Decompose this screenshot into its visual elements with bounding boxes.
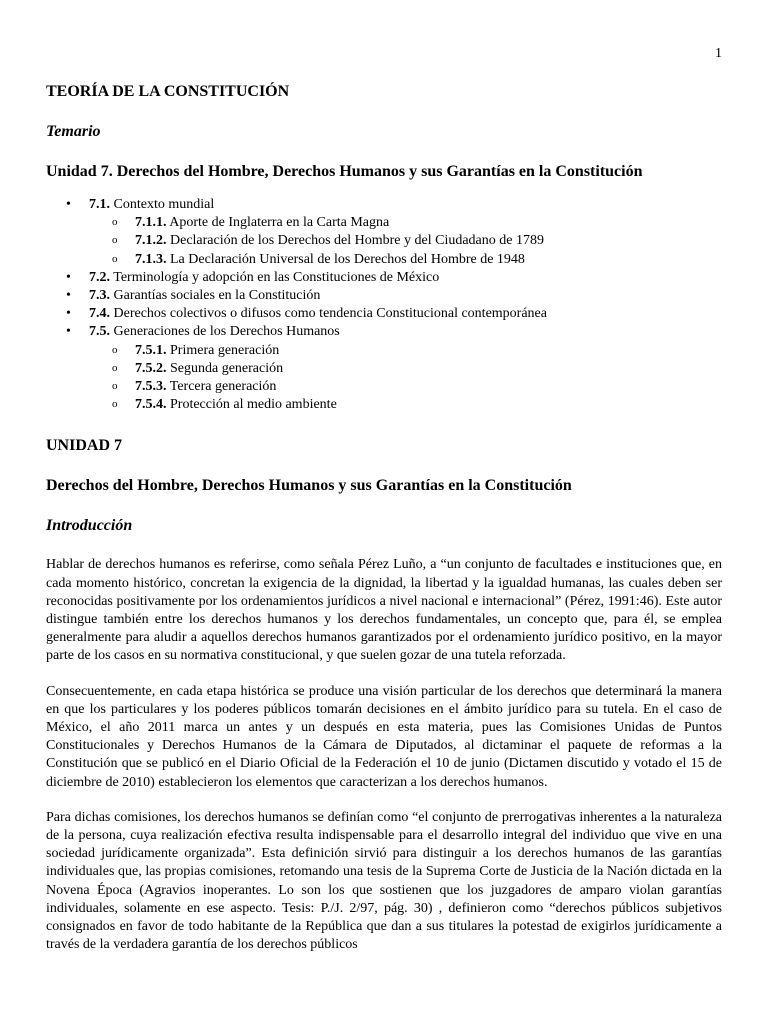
toc-item-number: 7.5.1. <box>135 342 167 358</box>
toc-item-text: Terminología y adopción en las Constituciones de México <box>110 269 440 285</box>
toc-subitem <box>46 232 722 250</box>
body-paragraph: Hablar de derechos humanos es referirse, como señala Pérez Luño, a “un conjunto de facultades e instituciones que, en cada momento histórico, concretan la exigencia de la dignidad, la libertad y la igualdad humanas, las cuales deben ser reconocidas positivamente por los ordenamientos jurídicos a nivel nacional e internacional” (Pérez, 1991:46). Este autor distingue también entre los derechos humanos y los derechos fundamentales, un concepto que, para él, se emplea generalmente para aludir a aquellos derechos humanos garantizados por el ordenamiento jurídico positivo, en la mayor parte de los casos en su normativa constitucional, y que suelen gozar de una tutela reforzada. <box>46 557 722 664</box>
body-paragraph: Consecuentemente, en cada etapa histórica se produce una visión particular de los derechos que determinará la manera en que los particulares y los poderes públicos tomarán decisiones en el ámbito jurídico para su tutela. En el caso de México, el año 2011 marca un antes y un después en esta materia, pues las Comisiones Unidas de Puntos Constitucionales y Derechos Humanos de la Cámara de Diputados, al dictaminar el paquete de reformas a la Constitución que se publicó en el Diario Oficial de la Federación el 10 de junio (Dictamen discutido y votado el 15 de diciembre de 2010) establecieron los elementos que caracterizan a los derechos humanos. <box>46 683 722 790</box>
toc-item-text: Aporte de Inglaterra en la Carta Magna <box>166 215 390 231</box>
document-content <box>46 82 722 972</box>
toc-item <box>46 269 722 287</box>
toc-item <box>46 287 722 305</box>
toc-item-text: Generaciones de los Derechos Humanos <box>110 324 340 340</box>
toc-subitem <box>46 342 722 360</box>
toc-subitem <box>46 251 722 269</box>
toc-item-number: 7.1.3. <box>135 251 167 267</box>
toc-item-text: Segunda generación <box>166 360 284 376</box>
toc-item-text: Contexto mundial <box>110 197 215 212</box>
toc-subitem <box>46 378 722 396</box>
toc-item-text: Primera generación <box>166 342 280 358</box>
toc-item-number: 7.2. <box>89 269 110 285</box>
toc-subitem <box>46 214 722 232</box>
section-subtitle: Derechos del Hombre, Derechos Humanos y sus Garantías en la Constitución <box>46 477 572 495</box>
unidad-heading: UNIDAD 7 <box>46 437 122 455</box>
toc-item-number: 7.5.2. <box>135 360 167 376</box>
temario-heading: Temario <box>46 123 101 140</box>
document-title: TEORÍA DE LA CONSTITUCIÓN <box>46 83 290 100</box>
unit-heading: Unidad 7. Derechos del Hombre, Derechos Humanos y sus Garantías en la Constitución <box>46 163 643 180</box>
toc-item-number: 7.1. <box>89 197 110 212</box>
toc-subitem <box>46 360 722 378</box>
toc-item-number: 7.5.4. <box>135 397 167 413</box>
toc-item-number: 7.4. <box>89 306 110 322</box>
toc-item <box>46 196 722 214</box>
toc-item-text: Tercera generación <box>166 379 277 395</box>
toc-item-text: Protección al medio ambiente <box>166 397 337 413</box>
page-number: 1 <box>715 46 722 61</box>
toc-item-number: 7.5. <box>89 324 110 340</box>
body-paragraph: Para dichas comisiones, los derechos humanos se definían como “el conjunto de prerrogativas inherentes a la naturaleza de la persona, cuya realización efectiva resulta indispensable para el desarrollo integral del individuo que vive en una sociedad jurídicamente organizada”. Esta definición sirvió para distinguir a los derechos humanos de las garantías individuales que, las propias comisiones, retomando una tesis de la Suprema Corte de Justicia de la Nación dictada en la Novena Época (Agravios inoperantes. Lo son los que sostienen que los juzgadores de amparo violan garantías individuales, solamente en ese aspecto. Tesis: P./J. 2/97, pág. 30) , definieron como “derechos públicos subjetivos consignados en favor de todo habitante de la República que dan a sus titulares la potestad de exigirlos jurídicamente a través de la verdadera garantía de los derechos públicos <box>46 809 722 953</box>
toc-item-number: 7.5.3. <box>135 379 167 395</box>
toc-item <box>46 305 722 323</box>
toc-item <box>46 323 722 341</box>
introduction-heading: Introducción <box>46 517 133 535</box>
toc-item-number: 7.3. <box>89 288 110 304</box>
table-of-contents <box>46 196 722 414</box>
toc-item-text: Derechos colectivos o difusos como tendencia Constitucional contemporánea <box>110 306 547 322</box>
toc-item-number: 7.1.2. <box>135 233 167 249</box>
toc-item-number: 7.1.1. <box>135 215 167 231</box>
toc-subitem <box>46 396 722 414</box>
toc-item-text: La Declaración Universal de los Derechos del Hombre de 1948 <box>166 251 525 267</box>
toc-item-text: Garantías sociales en la Constitución <box>110 288 321 304</box>
toc-item-text: Declaración de los Derechos del Hombre y del Ciudadano de 1789 <box>166 233 544 249</box>
